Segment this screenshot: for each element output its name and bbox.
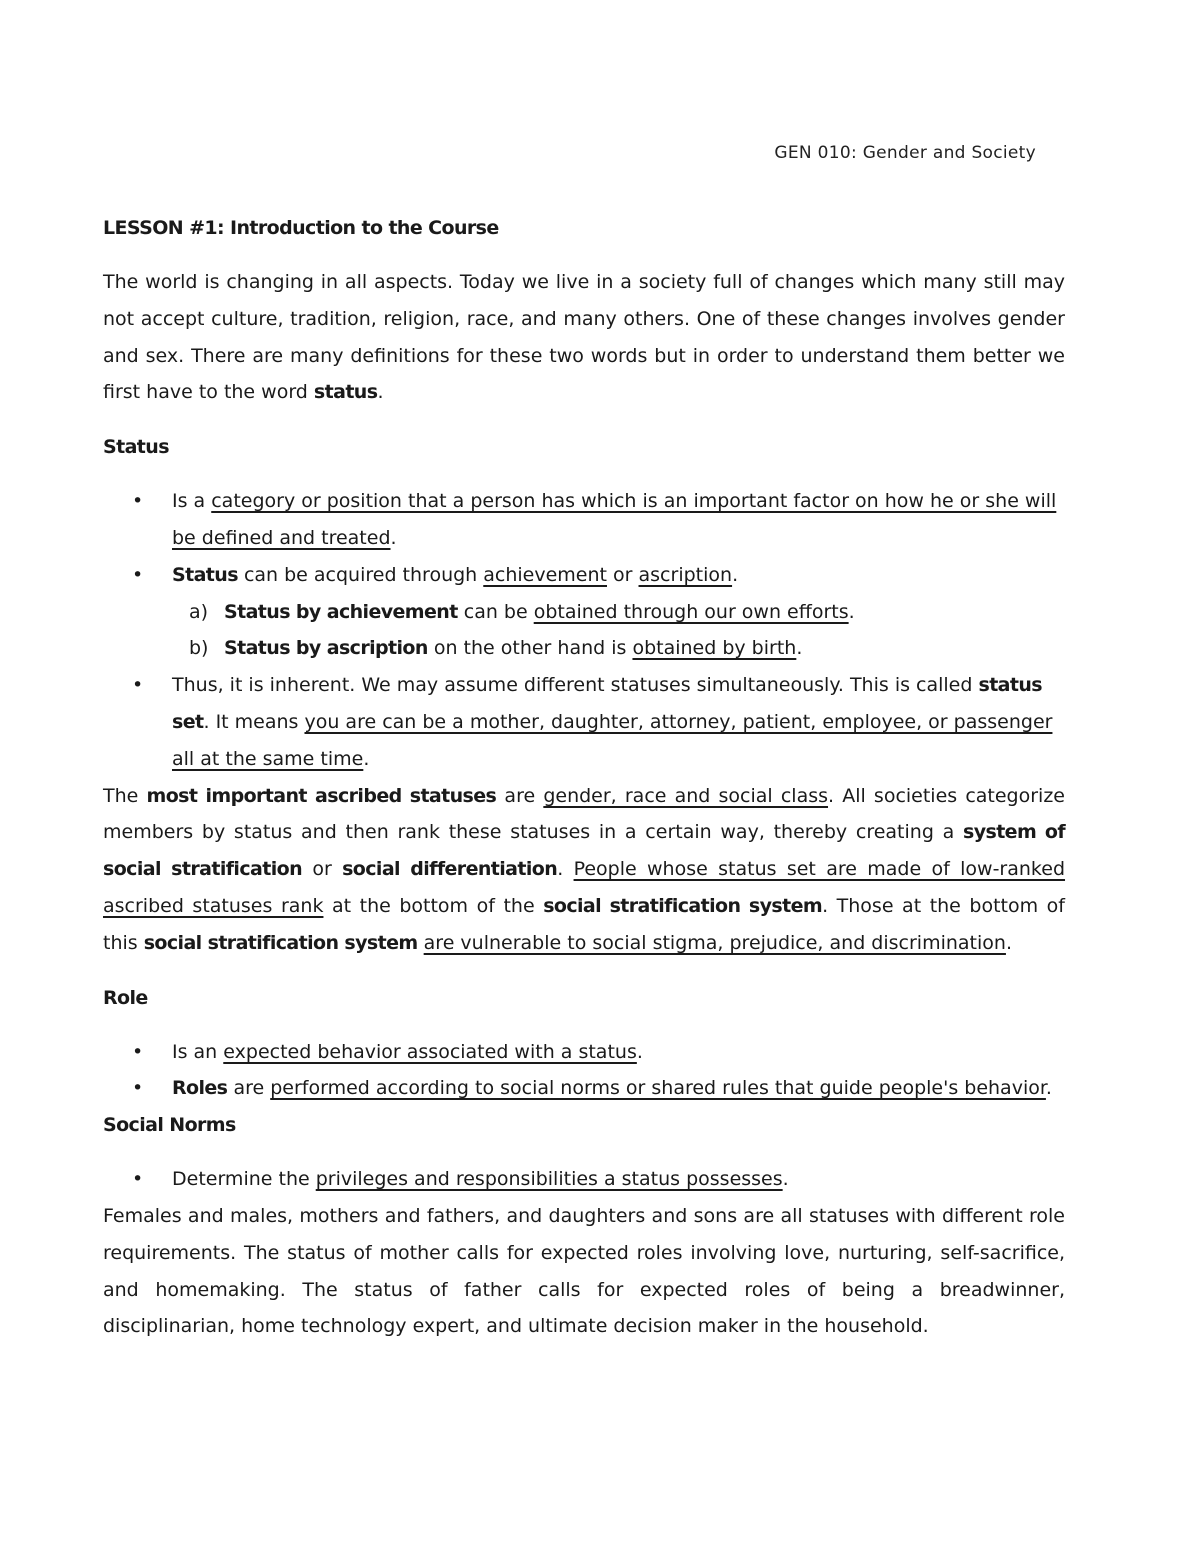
text: are (227, 1077, 271, 1100)
status-bullet-status-set (103, 667, 1065, 777)
intro-end: . (377, 381, 384, 404)
bold-text: social differentiation (342, 858, 558, 881)
list-marker: b) (189, 637, 209, 660)
text: . (363, 747, 370, 770)
underlined-text: are vulnerable to social stigma, prejudice, and discrimination (423, 931, 1006, 954)
bold-text: Status by achievement (224, 600, 458, 623)
section-title-social-norms: Social Norms (103, 1114, 236, 1137)
status-sublist (172, 594, 1065, 668)
text: . (782, 1168, 789, 1191)
role-bullets (103, 1034, 1065, 1108)
intro-paragraph (103, 264, 1065, 411)
ascribed-statuses-paragraph (103, 778, 1065, 962)
text: Is an (172, 1040, 224, 1063)
section-title-status: Status (103, 436, 169, 459)
text: The (103, 784, 147, 807)
text: . (848, 600, 855, 623)
text: or (302, 858, 343, 881)
text: . Those at the bottom of this (103, 894, 1065, 954)
list-marker: a) (189, 600, 209, 623)
text: Thus, it is inherent. We may assume different statuses simultaneously. This is called (172, 674, 979, 697)
intro-bold-status: status (313, 381, 378, 404)
text: . All societies categorize members by status and then rank these statuses in a certain way, thereby creating a (103, 784, 1065, 844)
sublist-item-achievement (172, 594, 1065, 631)
course-header: GEN 010: Gender and Society (774, 143, 1036, 163)
text: . (732, 563, 739, 586)
text: can be (457, 600, 534, 623)
underlined-text: ascription (638, 563, 733, 586)
text: . (1045, 1077, 1052, 1100)
lesson-title: LESSON #1: Introduction to the Course (103, 217, 499, 239)
status-bullet-definition (103, 483, 1065, 557)
underlined-text: category or position that a person has which is an important factor on how he or she will be defined and treated (172, 490, 1057, 549)
bold-text: system of social stratification (103, 821, 1065, 881)
bold-text: most important ascribed statuses (146, 784, 497, 807)
bold-text: Status (172, 563, 238, 586)
underlined-text: you are can be a mother, daughter, attorney, patient, employee, or passenger all at the same time (172, 710, 1053, 770)
role-bullet-definition (103, 1034, 1065, 1071)
underlined-text: obtained by birth (632, 637, 797, 660)
bold-text: Roles (172, 1077, 228, 1100)
text: or (607, 563, 639, 586)
norms-bullets (103, 1161, 1065, 1198)
text: on the other hand is (427, 637, 633, 660)
sublist-item-ascription (172, 630, 1065, 667)
text: . It means (203, 710, 305, 733)
text: at the bottom of the (323, 894, 544, 917)
text: can be acquired through (237, 563, 484, 586)
document-body (103, 214, 1065, 1345)
underlined-text: achievement (483, 563, 607, 586)
role-bullet-norms (103, 1070, 1065, 1107)
text: . (1005, 931, 1012, 954)
underlined-text: gender, race and social class (543, 784, 829, 807)
text: Is a (172, 490, 212, 513)
status-bullet-acquired (103, 557, 1065, 667)
norms-bullet-definition (103, 1161, 1065, 1198)
text: . (390, 526, 397, 549)
text: are (496, 784, 544, 807)
text: . (636, 1040, 643, 1063)
text: . (796, 637, 803, 660)
closing-paragraph: Females and males, mothers and fathers, and daughters and sons are all statuses with different role requirements. The status of mother calls for expected roles involving love, nurturing, self-sacrifice, and homemaking. The status of father calls for expected roles of being a breadwinner, disciplinarian, home technology expert, and ultimate decision maker in the household. (103, 1204, 1065, 1338)
intro-text: The world is changing in all aspects. Today we live in a society full of changes which many still may not accept culture, tradition, religion, race, and many others. One of these changes involves gender and sex. There are many definitions for these two words but in order to understand them better we first have to the word (103, 271, 1065, 404)
underlined-text: performed according to social norms or shared rules that guide people's behavior (270, 1077, 1046, 1100)
underlined-text: obtained through our own efforts (533, 600, 849, 623)
text: Determine the (172, 1168, 316, 1191)
section-title-role: Role (103, 986, 148, 1009)
underlined-text: expected behavior associated with a status (223, 1040, 637, 1063)
underlined-text: privileges and responsibilities a status possesses (315, 1168, 783, 1191)
text: . (557, 858, 574, 881)
bold-text: social stratification system (143, 931, 418, 954)
bold-text: status set (172, 674, 1043, 733)
underlined-text: People whose status set are made of low-ranked ascribed statuses rank (103, 858, 1066, 917)
status-bullets (103, 483, 1065, 777)
bold-text: social stratification system (543, 894, 823, 917)
bold-text: Status by ascription (224, 637, 428, 660)
